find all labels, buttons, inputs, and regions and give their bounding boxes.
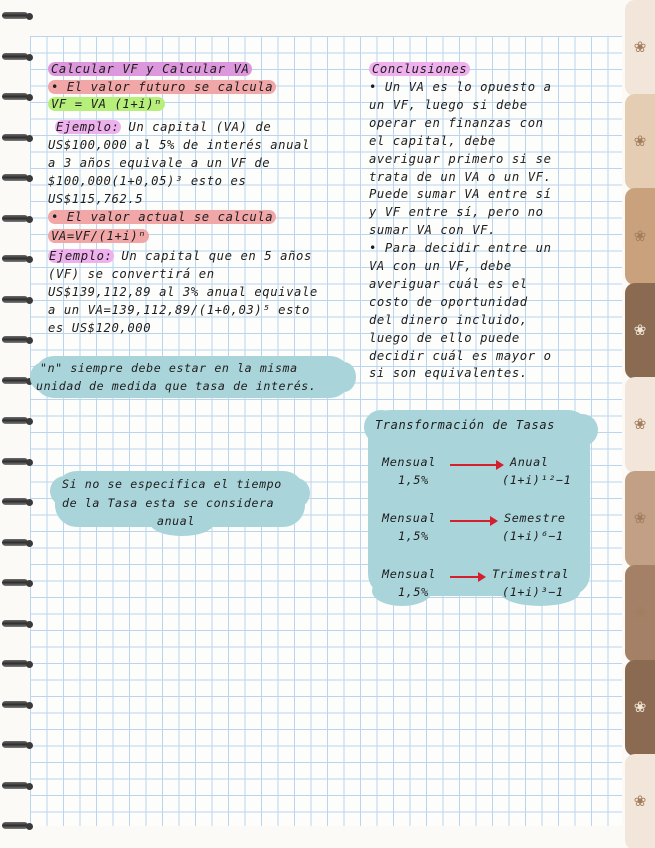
ring-hole (26, 540, 33, 547)
spiral-ring (2, 660, 32, 669)
example-text: Un capital que en 5 años (113, 249, 312, 263)
spiral-ring (2, 255, 32, 264)
example-2-line-5: es US$120,000 (48, 321, 152, 335)
spiral-ring (2, 174, 32, 183)
spiral-ring (2, 701, 32, 710)
ring-coil (2, 93, 28, 100)
example-1-line-2: US$100,000 al 5% de interés anual (48, 138, 310, 152)
ring-coil (2, 53, 28, 60)
example-2-line-4: a un VA=139,112,89/(1+0,03)⁵ esto (48, 303, 310, 317)
note-tasa-line-2: de la Tasa esta se considera (62, 496, 275, 510)
section-tab[interactable] (625, 565, 655, 661)
conclusion-line: sumar VA con VF. (369, 223, 496, 238)
spiral-ring (2, 215, 32, 224)
spiral-ring (2, 498, 32, 507)
ring-coil (2, 255, 28, 262)
ring-coil (2, 620, 28, 627)
spiral-ring (2, 539, 32, 548)
ring-coil (2, 417, 28, 424)
arrow-right-icon (450, 520, 492, 522)
ring-coil (2, 741, 28, 748)
ring-coil (2, 134, 28, 141)
ring-hole (26, 661, 33, 668)
ring-hole (26, 702, 33, 709)
rate-value: 1,5% (398, 529, 429, 543)
section-tab[interactable] (625, 754, 655, 848)
example-2-line-1 (48, 249, 312, 263)
spiral-ring (2, 296, 32, 305)
spiral-ring (2, 53, 32, 62)
ring-hole (26, 216, 33, 223)
ring-coil (2, 701, 28, 708)
spiral-ring (2, 741, 32, 750)
spiral-ring (2, 417, 32, 426)
conclusion-line: averiguar cuál es el (369, 276, 528, 291)
vf-formula: VF = VA (1+i)ⁿ (48, 97, 165, 111)
cloud-bump (282, 478, 310, 508)
right-title: Conclusiones (369, 62, 470, 76)
section-tab[interactable] (625, 188, 655, 284)
ring-hole (26, 418, 33, 425)
ring-hole (26, 337, 33, 344)
conclusion-line: Puede sumar VA entre sí (369, 187, 552, 202)
conclusion-line: costo de oportunidad (369, 294, 528, 309)
spiral-ring (2, 93, 32, 102)
flower-icon: ❀ (633, 38, 647, 57)
rate-formula: (1+i)⁶−1 (502, 529, 564, 543)
section-tab[interactable] (625, 660, 655, 756)
arrow-right-icon (450, 464, 498, 466)
conclusion-line: VA con un VF, debe (369, 259, 512, 273)
ring-hole (26, 94, 33, 101)
ring-coil (2, 498, 28, 505)
rate-value: 1,5% (398, 473, 429, 487)
flower-icon: ❀ (633, 791, 647, 810)
ring-hole (26, 580, 33, 587)
va-formula: VA=VF/(1+i)ⁿ (48, 229, 149, 243)
ring-hole (26, 823, 33, 830)
rate-from: Mensual (382, 567, 436, 581)
section-tab[interactable] (625, 0, 655, 96)
spiral-ring (2, 377, 32, 386)
spiral-ring (2, 822, 32, 831)
example-2-line-2: (VF) se convertirá en (48, 267, 215, 281)
flower-icon: ❀ (633, 603, 647, 622)
ring-coil (2, 660, 28, 667)
conclusion-line: y VF entre sí, pero no (369, 205, 544, 220)
ring-hole (26, 459, 33, 466)
spiral-ring (2, 579, 32, 588)
ring-hole (26, 297, 33, 304)
section-tabs (625, 0, 655, 848)
note-n-line-2: unidad de medida que tasa de interés. (36, 379, 317, 393)
example-label: Ejemplo: (56, 120, 120, 134)
ring-hole (26, 499, 33, 506)
flower-icon: ❀ (633, 697, 647, 716)
conclusion-line: un VF, luego si debe (369, 97, 528, 112)
flower-icon: ❀ (633, 414, 647, 433)
flower-icon: ❀ (633, 132, 647, 151)
left-title: Calcular VF y Calcular VA (48, 62, 252, 76)
example-text: Un capital (VA) de (120, 120, 272, 134)
ring-coil (2, 458, 28, 465)
va-bullet: • El valor actual se calcula (48, 210, 276, 224)
flower-icon: ❀ (633, 509, 647, 528)
ring-hole (26, 742, 33, 749)
ring-hole (26, 175, 33, 182)
conclusion-line: trata de un VA o un VF. (369, 169, 552, 184)
conclusion-line: averiguar primero si se (369, 151, 552, 166)
ring-coil (2, 336, 28, 343)
conclusion-line: del dinero incluido, (369, 312, 528, 327)
rate-from: Mensual (382, 511, 436, 525)
rate-formula: (1+i)³−1 (502, 585, 564, 599)
section-tab[interactable] (625, 471, 655, 567)
ring-coil (2, 539, 28, 546)
spiral-ring (2, 620, 32, 629)
ring-hole (26, 13, 33, 20)
ring-hole (26, 621, 33, 628)
section-tab[interactable] (625, 377, 655, 473)
ring-coil (2, 296, 28, 303)
cloud-bump (566, 414, 598, 446)
conclusion-line: • Para decidir entre un (369, 241, 552, 256)
note-tasa-line-1: Si no se especifica el tiempo (62, 477, 282, 491)
rate-to: Trimestral (492, 567, 570, 581)
ring-coil (2, 12, 28, 19)
cloud-bump (332, 362, 356, 392)
note-tasa-line-3: anual (157, 514, 195, 528)
rate-formula: (1+i)¹²−1 (502, 473, 572, 487)
arrow-right-icon (450, 576, 480, 578)
ring-coil (2, 215, 28, 222)
rates-title: Transformación de Tasas (375, 418, 555, 432)
rate-to: Anual (510, 455, 549, 469)
conclusion-line: si son equivalentes. (369, 366, 528, 381)
ring-hole (26, 135, 33, 142)
example-2-line-3: US$139,112,89 al 3% anual equivale (48, 285, 318, 299)
flower-icon: ❀ (633, 320, 647, 339)
section-tab[interactable] (625, 283, 655, 379)
spiral-ring (2, 458, 32, 467)
ring-coil (2, 377, 28, 384)
flower-icon: ❀ (633, 226, 647, 245)
example-1-line-4: $100,000(1+0,05)³ esto es (48, 174, 247, 188)
conclusion-line: el capital, debe (369, 133, 496, 148)
ring-coil (2, 782, 28, 789)
spiral-ring (2, 134, 32, 143)
spiral-ring (2, 336, 32, 345)
rate-from: Mensual (382, 455, 436, 469)
example-1-line-5: US$115,762.5 (48, 192, 144, 206)
example-label: Ejemplo: (49, 249, 113, 263)
spiral-ring (2, 12, 32, 21)
conclusion-line: operar en finanzas con (369, 115, 544, 130)
ring-hole (26, 783, 33, 790)
rate-to: Semestre (504, 511, 566, 525)
vf-bullet: • El valor futuro se calcula (48, 80, 276, 94)
ring-hole (26, 54, 33, 61)
conclusion-line: decidir cuál es mayor o (369, 348, 552, 363)
example-1-line-1 (55, 120, 271, 134)
note-n-line-1: "n" siempre debe estar en la misma (40, 361, 298, 375)
conclusion-line: • Un VA es lo opuesto a (369, 80, 552, 94)
conclusion-line: luego de ello puede (369, 330, 520, 345)
section-tab[interactable] (625, 94, 655, 190)
spiral-ring (2, 782, 32, 791)
ring-coil (2, 579, 28, 586)
ring-coil (2, 174, 28, 181)
ring-hole (26, 256, 33, 263)
rate-value: 1,5% (398, 585, 429, 599)
ring-coil (2, 822, 28, 829)
example-1-line-3: a 3 años equivale a un VF de (48, 156, 271, 170)
